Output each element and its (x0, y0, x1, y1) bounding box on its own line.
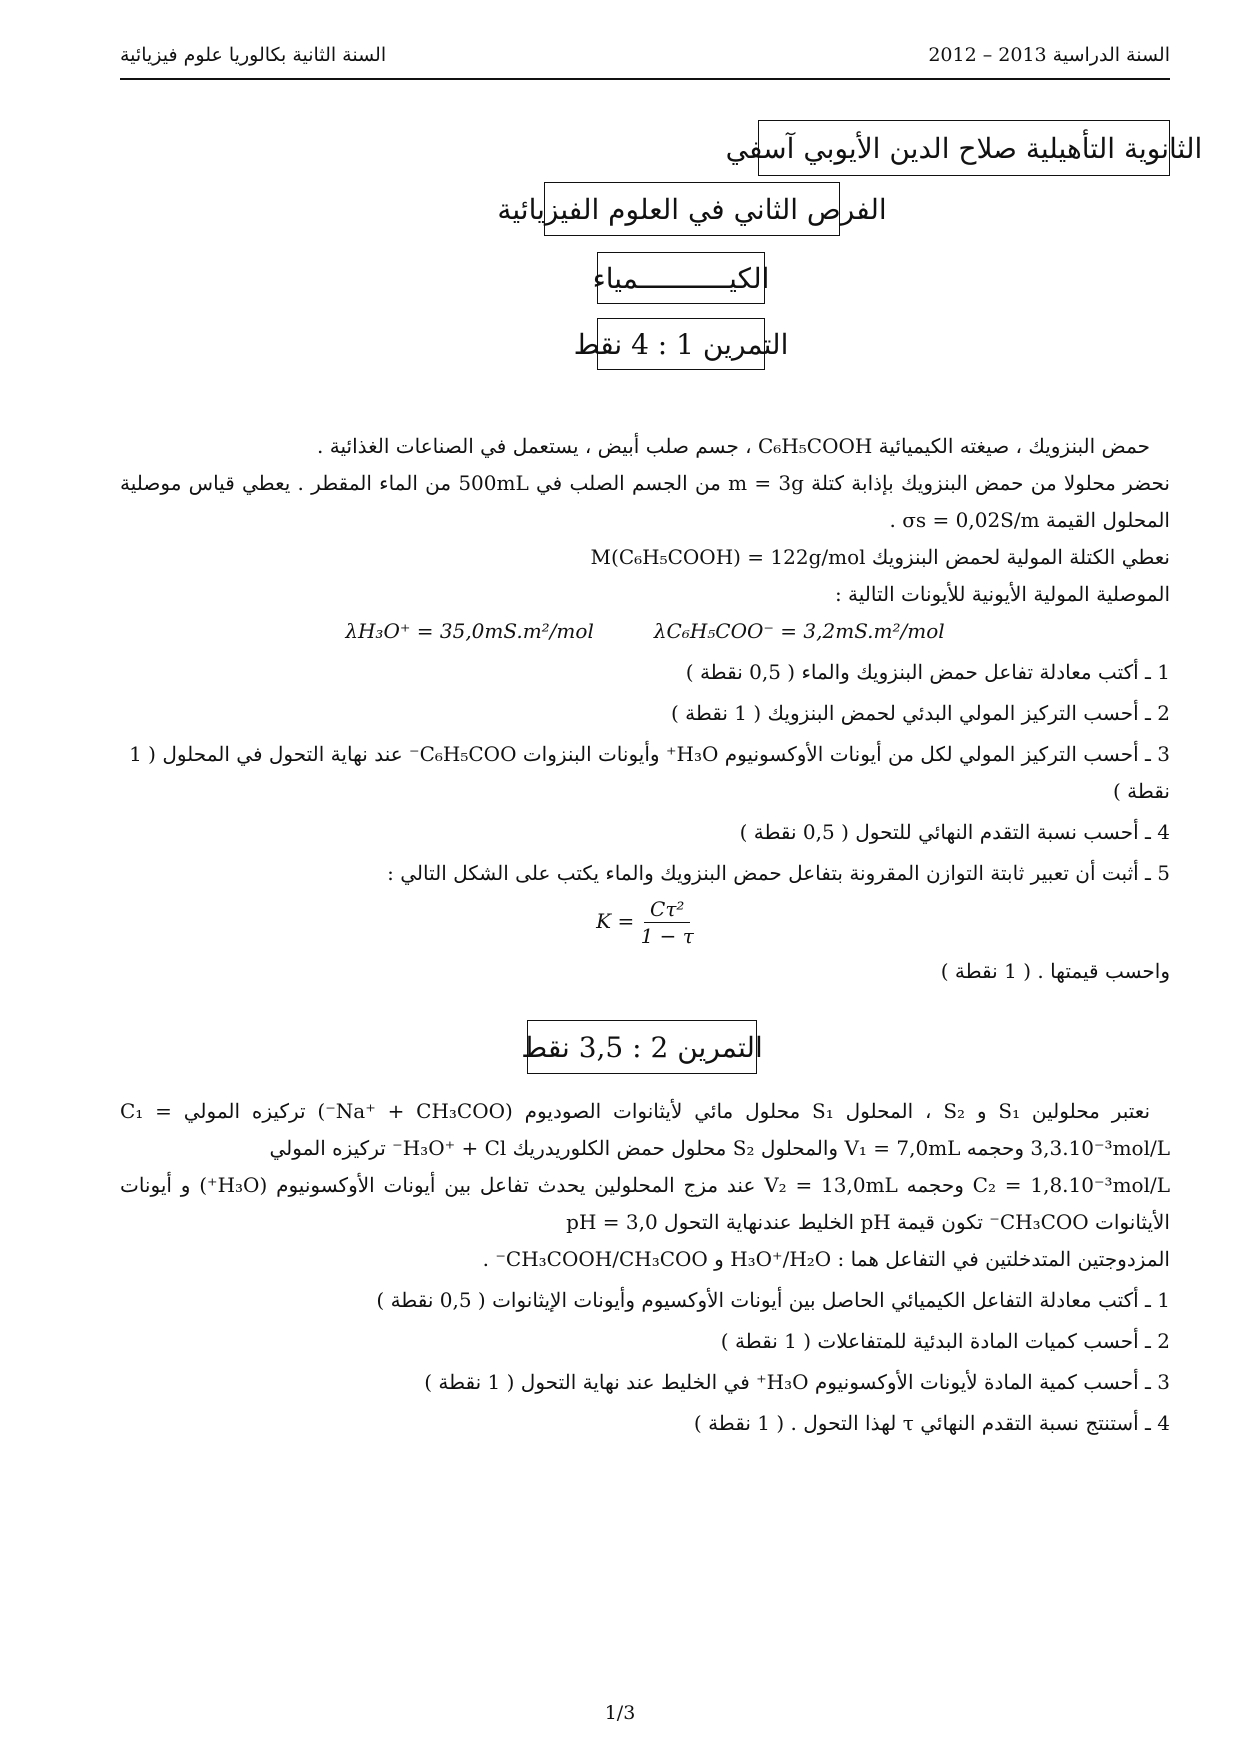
exercise1-title-box (573, 318, 789, 370)
exercise1-body (120, 428, 1170, 994)
ex2-intro-1: نعتبر محلولين S₁ و S₂ ، المحلول S₁ محلول مائي لأيثانوات الصوديوم (Na⁺ + CH₃COO⁻) تركيزه المولي C₁ = 3,3.10⁻³mol/L وحجمه V₁ = 7,0mL والمحلول S₂ محلول حمض الكلوريدريك H₃O⁺ + Cl⁻ تركيزه المولي (120, 1099, 1170, 1160)
ex1-conductivity-intro: الموصلية المولية الأيونية للأيونات التالية : (834, 582, 1170, 606)
school-name: الثانوية التأهيلية صلاح الدين الأيوبي آسفي (725, 131, 1203, 165)
ex1-question-1: 1 ـ أكتب معادلة تفاعل حمض البنزويك والماء ( 0,5 نقطة ) (685, 660, 1170, 684)
ex2-question-4: 4 ـ أستنتج نسبة التقدم النهائي τ لهذا التحول . ( 1 نقطة ) (693, 1411, 1170, 1435)
exercise2-body (120, 1093, 1170, 1446)
exercise1-title: التمرين 1 : 4 نقط (573, 327, 789, 361)
header-class-level: السنة الثانية بكالوريا علوم فيزيائية (120, 44, 387, 66)
ex1-formula (120, 896, 1170, 949)
page-number: 1/3 (604, 1702, 636, 1724)
exercise2-title: التمرين 2 : 3,5 نقط (521, 1030, 763, 1064)
ex1-question-5: 5 ـ أثبت أن تعبير ثابتة التوازن المقرونة بتفاعل حمض البنزويك والماء يكتب على الشكل التالي : (387, 861, 1170, 885)
ex1-question-3: 3 ـ أحسب التركيز المولي لكل من أيونات الأوكسونيوم H₃O⁺ وأيونات البنزوات C₆H₅COO⁻ عند نهاية التحول في المحلول ( 1 نقطة ) (129, 742, 1170, 803)
ex1-question-2: 2 ـ أحسب التركيز المولي البدئي لحمض البنزويك ( 1 نقطة ) (670, 701, 1170, 725)
formula-fraction (641, 896, 694, 949)
ex2-question-2: 2 ـ أحسب كميات المادة البدئية للمتفاعلات ( 1 نقطة ) (720, 1329, 1170, 1353)
ex1-molar-mass: نعطي الكتلة المولية لحمض البنزويك M(C₆H₅COOH) = 122g/mol (590, 545, 1170, 569)
formula-lhs: K = (596, 909, 635, 933)
subject-title-box (592, 252, 770, 304)
formula-denominator: 1 − τ (640, 924, 694, 948)
lambda-benzoate: λC₆H₅COO⁻ = 3,2mS.m²/mol (653, 619, 945, 643)
ex1-after-formula: واحسب قيمتها . ( 1 نقطة ) (940, 959, 1170, 983)
header-school-year: السنة الدراسية 2013 – 2012 (928, 44, 1170, 66)
formula-numerator: Cτ² (644, 896, 690, 923)
subject-title: الكيـــــــــــمياء (592, 261, 770, 295)
ex2-question-1: 1 ـ أكتب معادلة التفاعل الكيميائي الحاصل بين أيونات الأوكسيوم وأيونات الإيثانوات ( 0,5 نقطة ) (376, 1288, 1170, 1312)
ex1-question-4: 4 ـ أحسب نسبة التقدم النهائي للتحول ( 0,5 نقطة ) (739, 820, 1170, 844)
ex1-intro-2: نحضر محلولا من حمض البنزويك بإذابة كتلة m = 3g من الجسم الصلب في 500mL من الماء المقطر . يعطي قياس موصلية المحلول القيمة σs = 0,02S/m . (120, 471, 1170, 532)
page-header (120, 42, 1170, 80)
ex2-question-3: 3 ـ أحسب كمية المادة لأيونات الأوكسونيوم H₃O⁺ في الخليط عند نهاية التحول ( 1 نقطة ) (424, 1370, 1170, 1394)
exam-title: الفرص الثاني في العلوم الفيزيائية (497, 192, 887, 226)
ex2-couples: المزدوجتين المتدخلتين في التفاعل هما : H₃O⁺/H₂O و CH₃COOH/CH₃COO⁻ . (482, 1247, 1170, 1271)
exam-title-box (497, 182, 887, 236)
exercise2-title-box (521, 1020, 763, 1074)
lambda-h3o: λH₃O⁺ = 35,0mS.m²/mol (345, 619, 594, 643)
ex1-intro-1: حمض البنزويك ، صيغته الكيميائية C₆H₅COOH ، جسم صلب أبيض ، يستعمل في الصناعات الغذائية . (317, 434, 1150, 458)
school-name-box (725, 120, 1203, 176)
ex1-conductivity-values (120, 613, 1170, 650)
ex2-intro-2: C₂ = 1,8.10⁻³mol/L وحجمه V₂ = 13,0mL عند مزج المحلولين يحدث تفاعل بين أيونات الأوكسونيوم (H₃O⁺) و أيونات الأيثانوات CH₃COO⁻ تكون قيمة pH الخليط عندنهاية التحول pH = 3,0 (120, 1173, 1170, 1234)
